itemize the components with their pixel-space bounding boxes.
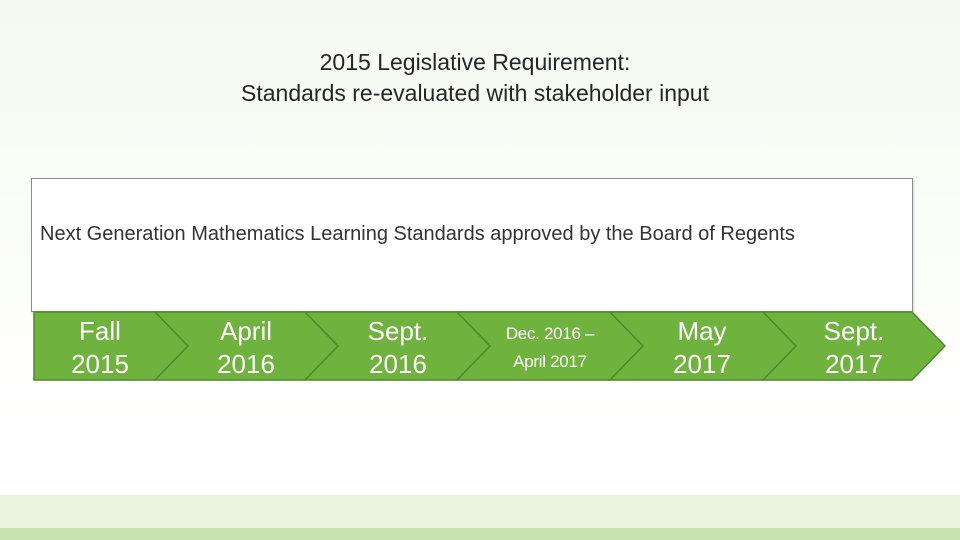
description-text: Next Generation Mathematics Learning Standards approved by the Board of Regents <box>40 223 795 245</box>
footer-band-dark <box>0 528 960 540</box>
timeline-step-6-line-1: Sept. <box>823 316 885 346</box>
slide-title-line-2: Standards re-evaluated with stakeholder input <box>241 80 709 106</box>
timeline-step-5-label <box>646 310 758 386</box>
slide-title-line-1: 2015 Legislative Requirement: <box>319 49 631 75</box>
timeline-step-6-line-2: 2017 <box>825 349 883 379</box>
timeline-step-4-line-1: Dec. 2016 – <box>505 324 595 343</box>
timeline-step-6-label <box>798 310 910 386</box>
timeline-step-2-line-2: 2016 <box>217 349 275 379</box>
timeline-step-1-line-2: 2015 <box>71 349 129 379</box>
timeline-step-2-label <box>190 310 302 386</box>
timeline-step-5-line-2: 2017 <box>673 349 731 379</box>
timeline-step-5-line-1: May <box>677 316 727 346</box>
timeline-step-4-line-2: April 2017 <box>513 352 587 371</box>
footer-band-light <box>0 495 960 528</box>
timeline-step-3-line-2: 2016 <box>369 349 427 379</box>
timeline-step-4-label <box>488 310 612 386</box>
timeline-step-2-line-1: April <box>219 316 272 346</box>
timeline-step-3-line-1: Sept. <box>367 316 429 346</box>
timeline-step-3-label <box>342 310 454 386</box>
timeline-step-1-line-1: Fall <box>79 316 121 346</box>
timeline-step-1-label <box>50 310 150 386</box>
